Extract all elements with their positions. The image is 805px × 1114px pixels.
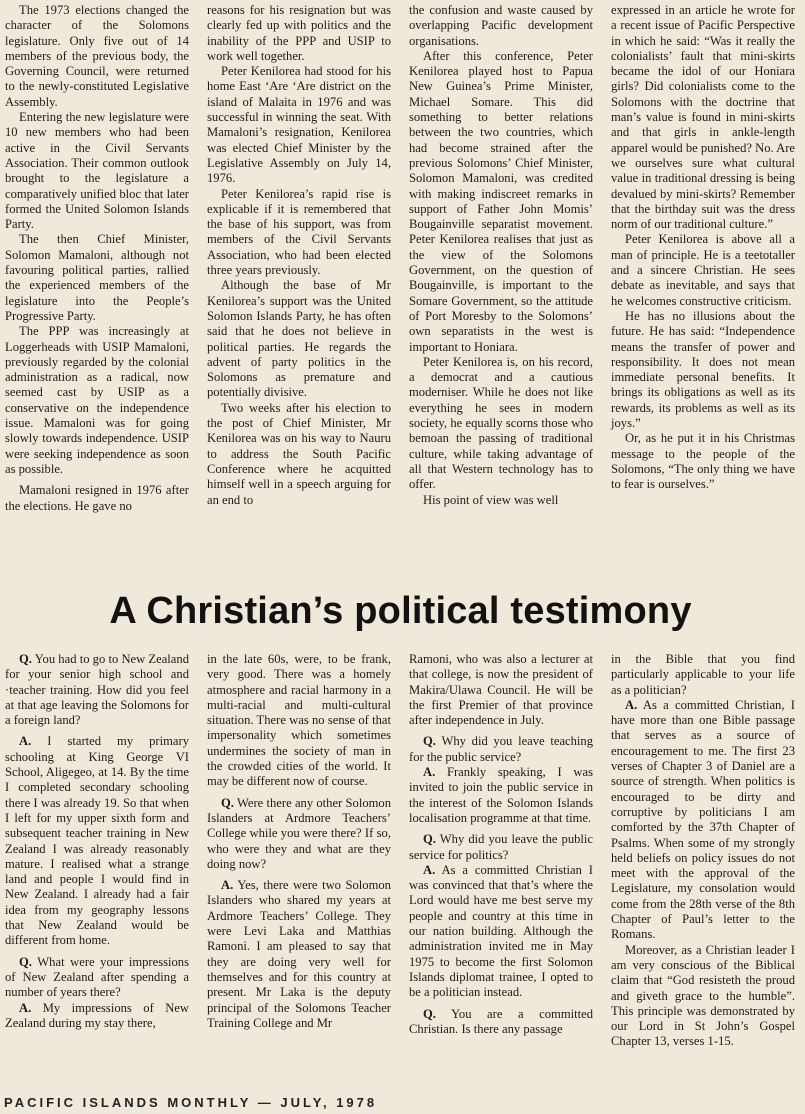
- interview-answer: [611, 698, 795, 943]
- interview-question: [5, 955, 189, 1001]
- question-text: Why did you leave the public service for politics?: [409, 832, 594, 862]
- article-columns: [5, 3, 795, 583]
- a-label: A.: [19, 1000, 32, 1015]
- interview-column-3: [409, 652, 593, 1092]
- question-text: You are a committed Christian. Is there any passage: [409, 1006, 594, 1036]
- paragraph: His point of view was well: [423, 492, 559, 507]
- paragraph: reasons for his resignation but was clearly fed up with politics and the inability of the PPP and USIP to work well together.: [207, 3, 391, 63]
- page-footer: PACIFIC ISLANDS MONTHLY — JULY, 1978: [4, 1095, 378, 1110]
- article-column-2: [207, 3, 391, 583]
- paragraph: Mamaloni resigned in 1976 after the elections. He gave no: [5, 483, 189, 513]
- answer-text: Yes, there were two Solomon Islanders who shared my years at Ardmore Teachers’ College. They were Levi Laka and Matthias Ramoni. I am pleased to say that they are doing very well for themselves and for this country at present. Mr Laka is the deputy principal of the Solomons Teacher Training College and Mr: [207, 878, 391, 1030]
- article-column-3: [409, 3, 593, 583]
- interview-columns: [5, 652, 795, 1092]
- paragraph: Entering the new legislature were 10 new members who had been active in the Civil Servants Association. Their common outlook brought to the legislature a comparatively unified bloc that later formed the United Solomon Islands Party.: [5, 110, 189, 232]
- paragraph: Peter Kenilorea had stood for his home East ‘Are ‘Are district on the island of Malaita in 1976 and was successful in winning the seat. With Mamaloni’s resignation, Kenilorea was elected Chief Minister by the Legislative Assembly on July 14, 1976.: [207, 64, 391, 186]
- question-text: Were there any other Solomon Islanders at Ardmore Teachers’ College while you were there? If so, who were they and what are they doing now?: [207, 795, 392, 871]
- answer-text: As a committed Christian, I have more than one Bible passage that serves as a source of encouragement to me. The first 23 verses of Chapter 3 of Daniel are a source of strength. When politics is encouraged to be dirty and corruptive by politicians I am comforted by the 37th Chapter of Psalms. When some of my strongly held beliefs on policy issues do not meet with the approval of the Legislature, my consolation would come from the 28th verse of the 8th Chapter of Paul’s letter to the Romans.: [611, 697, 795, 942]
- question-text: You had to go to New Zealand for your senior high school and ·teacher training. How did you feel at that age leaving the Solomons for a foreign land?: [5, 652, 189, 728]
- interview-answer-continued: [409, 652, 593, 728]
- paragraph: the confusion and waste caused by overlapping Pacific development organisations.: [409, 3, 593, 48]
- a-label: A.: [19, 734, 32, 749]
- interview-answer: [207, 878, 391, 1031]
- interview-column-4: [611, 652, 795, 1092]
- q-label: Q.: [221, 795, 234, 810]
- answer-text: My impressions of New Zealand during my stay there,: [5, 1000, 189, 1030]
- a-label: A.: [423, 862, 436, 877]
- interview-column-1: [5, 652, 189, 1092]
- answer-text: Ramoni, who was also a lecturer at that college, is now the president of Makira/Ulawa Council. He will be the first Premier of that province after independence in July.: [409, 652, 593, 728]
- paragraph: Or, as he put it in his Christmas message to the people of the Solomons, “The only thing we have to fear is ourselves.”: [611, 431, 795, 492]
- interview-question: [409, 1007, 593, 1038]
- a-label: A.: [423, 765, 436, 780]
- paragraph: He has no illusions about the future. He has said: “Independence means the transfer of power and responsibility. It does not mean immediate personal benefits. It brings its obligations as well as its rewards, its problems as well as its joys.”: [611, 308, 795, 431]
- q-label: Q.: [19, 652, 32, 666]
- paragraph: [611, 943, 795, 1050]
- answer-text: Frankly speaking, I was invited to join the public service in the interest of the Solomon Islands localisation programme at that time.: [409, 765, 593, 825]
- interview-question: [409, 832, 593, 863]
- paragraph: Although the base of Mr Kenilorea’s support was the United Solomon Islands Party, he has often said that he does not believe in political parties. He regards the advent of party politics in the Solomons as premature and potentially divisive.: [207, 278, 391, 400]
- answer-text: I started my primary schooling at King George VI School, Aligegeo, at 14. By the time I completed secondary schooling there I was already 19. So that when I left for my upper sixth form and subsequent teacher training in New Zealand I was already reasonably mature. I realised what a strange land and people I would find in New Zealand. I already had a fair idea from my geography lessons that New Zealand would be different from home.: [5, 734, 189, 948]
- paragraph: After this conference, Peter Kenilorea played host to Papua New Guinea’s Prime Minister, Michael Somare. This did something to better relations between the two countries, which had become strained after the previous Solomons’ Chief Minister, Solomon Mamaloni, was credited with making indiscreet remarks in support of Father John Momis’ Bougainville separatist movement. Peter Kenilorea realises that just as the view of the Solomons Government, on the question of Bougainville, is important to the Somare Government, so the attitude of Port Moresby to the Solomons’ own separatists in the west is important to Honiara.: [409, 48, 593, 354]
- paragraph: Two weeks after his election to the post of Chief Minister, Mr Kenilorea was on his way to Nauru to address the South Pacific Conference where he acquitted himself well in a speech arguing for an end to: [207, 400, 391, 507]
- paragraph: The then Chief Minister, Solomon Mamaloni, although not favouring political parties, rallied the experienced members of the legislature into the People’s Progressive Party.: [5, 232, 189, 323]
- interview-answer-continued: [207, 652, 391, 790]
- q-label: Q.: [423, 1006, 436, 1021]
- paragraph: The PPP was increasingly at Loggerheads with USIP Mamaloni, previously regarded by the colonial administration as a radical, now seemed cast by USIP as a conservative on the independence issue. Mamaloni was for going slowly towards independence. USIP were seeking independence as soon as possible.: [5, 324, 189, 476]
- paragraph: Peter Kenilorea is, on his record, a democrat and a cautious moderniser. While he does not like everything he sees in modern society, he equally scorns those who bemoan the passing of traditional culture, while taking advantage of all that Western technology has to offer.: [409, 354, 593, 492]
- paragraph: The 1973 elections changed the character of the Solomons legislature. Only five out of 14 members of the previous body, the Governing Council, were returned to the newly-constituted Legislative Assembly.: [5, 3, 189, 109]
- interview-answer: [409, 765, 593, 826]
- headline: A Christian’s political testimony: [109, 590, 692, 632]
- interview-answer: [409, 863, 593, 1001]
- article-column-4: [611, 3, 795, 583]
- interview-question: [409, 734, 593, 765]
- paragraph: Peter Kenilorea’s rapid rise is explicable if it is remembered that the base of his support, was from members of the Civil Servants Association, who had been elected three years previously.: [207, 186, 391, 278]
- answer-text: Moreover, as a Christian leader I am very conscious of the Biblical claim that “God resisteth the proud and giveth grace to the humble”. This principle was demonstrated by our Lord in St John’s Gospel Chapter 13, verses 1-15.: [611, 942, 795, 1049]
- a-label: A.: [625, 697, 638, 712]
- interview-column-2: [207, 652, 391, 1092]
- q-label: Q.: [19, 954, 32, 969]
- interview-answer: [5, 1001, 189, 1032]
- article-column-1: [5, 3, 189, 583]
- q-label: Q.: [423, 832, 436, 847]
- a-label: A.: [221, 878, 234, 893]
- paragraph: expressed in an article he wrote for a recent issue of Pacific Perspective in which he said: “Was it really the colonialists’ fault that mini-skirts became the idol of our Honiara girls? Did colonialists come to the Solomons with the doctrine that man’s value is found in mini-skirts and that girls in ankle-length apparel would be punished? No. Are we ourselves sure what cultural value in traditional dressing is being devalued by mini-skirts? Remember that the birthday suit was the dress norm of our traditional culture.”: [611, 3, 795, 232]
- interview-question: [207, 796, 391, 872]
- answer-text: As a committed Christian I was convinced that that’s where the Lord would have me best serve my people and country at this time in our nation building. Although the administration invited me in May 1975 to become the first Solomon Islands diplomat trainee, I opted to be a politician instead.: [409, 862, 593, 1000]
- q-label: Q.: [423, 734, 436, 749]
- question-text: in the Bible that you find particularly applicable to your life as a politician?: [611, 652, 795, 697]
- paragraph: Peter Kenilorea is above all a man of principle. He is a teetotaller and a sincere Christian. He sees debate as inevitable, and says that he welcomes constructive criticism.: [611, 232, 795, 308]
- interview-answer: [5, 734, 189, 948]
- interview-question-continued: [611, 652, 795, 698]
- interview-question: [5, 652, 189, 728]
- question-text: Why did you leave teaching for the public service?: [409, 734, 594, 764]
- answer-text: in the late 60s, were, to be frank, very good. There was a homely atmosphere and racial harmony in a multi-racial and multi-cultural situation. There was no sense of that impersonality which sometimes undermines the society of man in the crowded cities of the world. It may be different now of course.: [207, 652, 391, 789]
- question-text: What were your impressions of New Zealand after spending a number of years there?: [5, 954, 189, 1000]
